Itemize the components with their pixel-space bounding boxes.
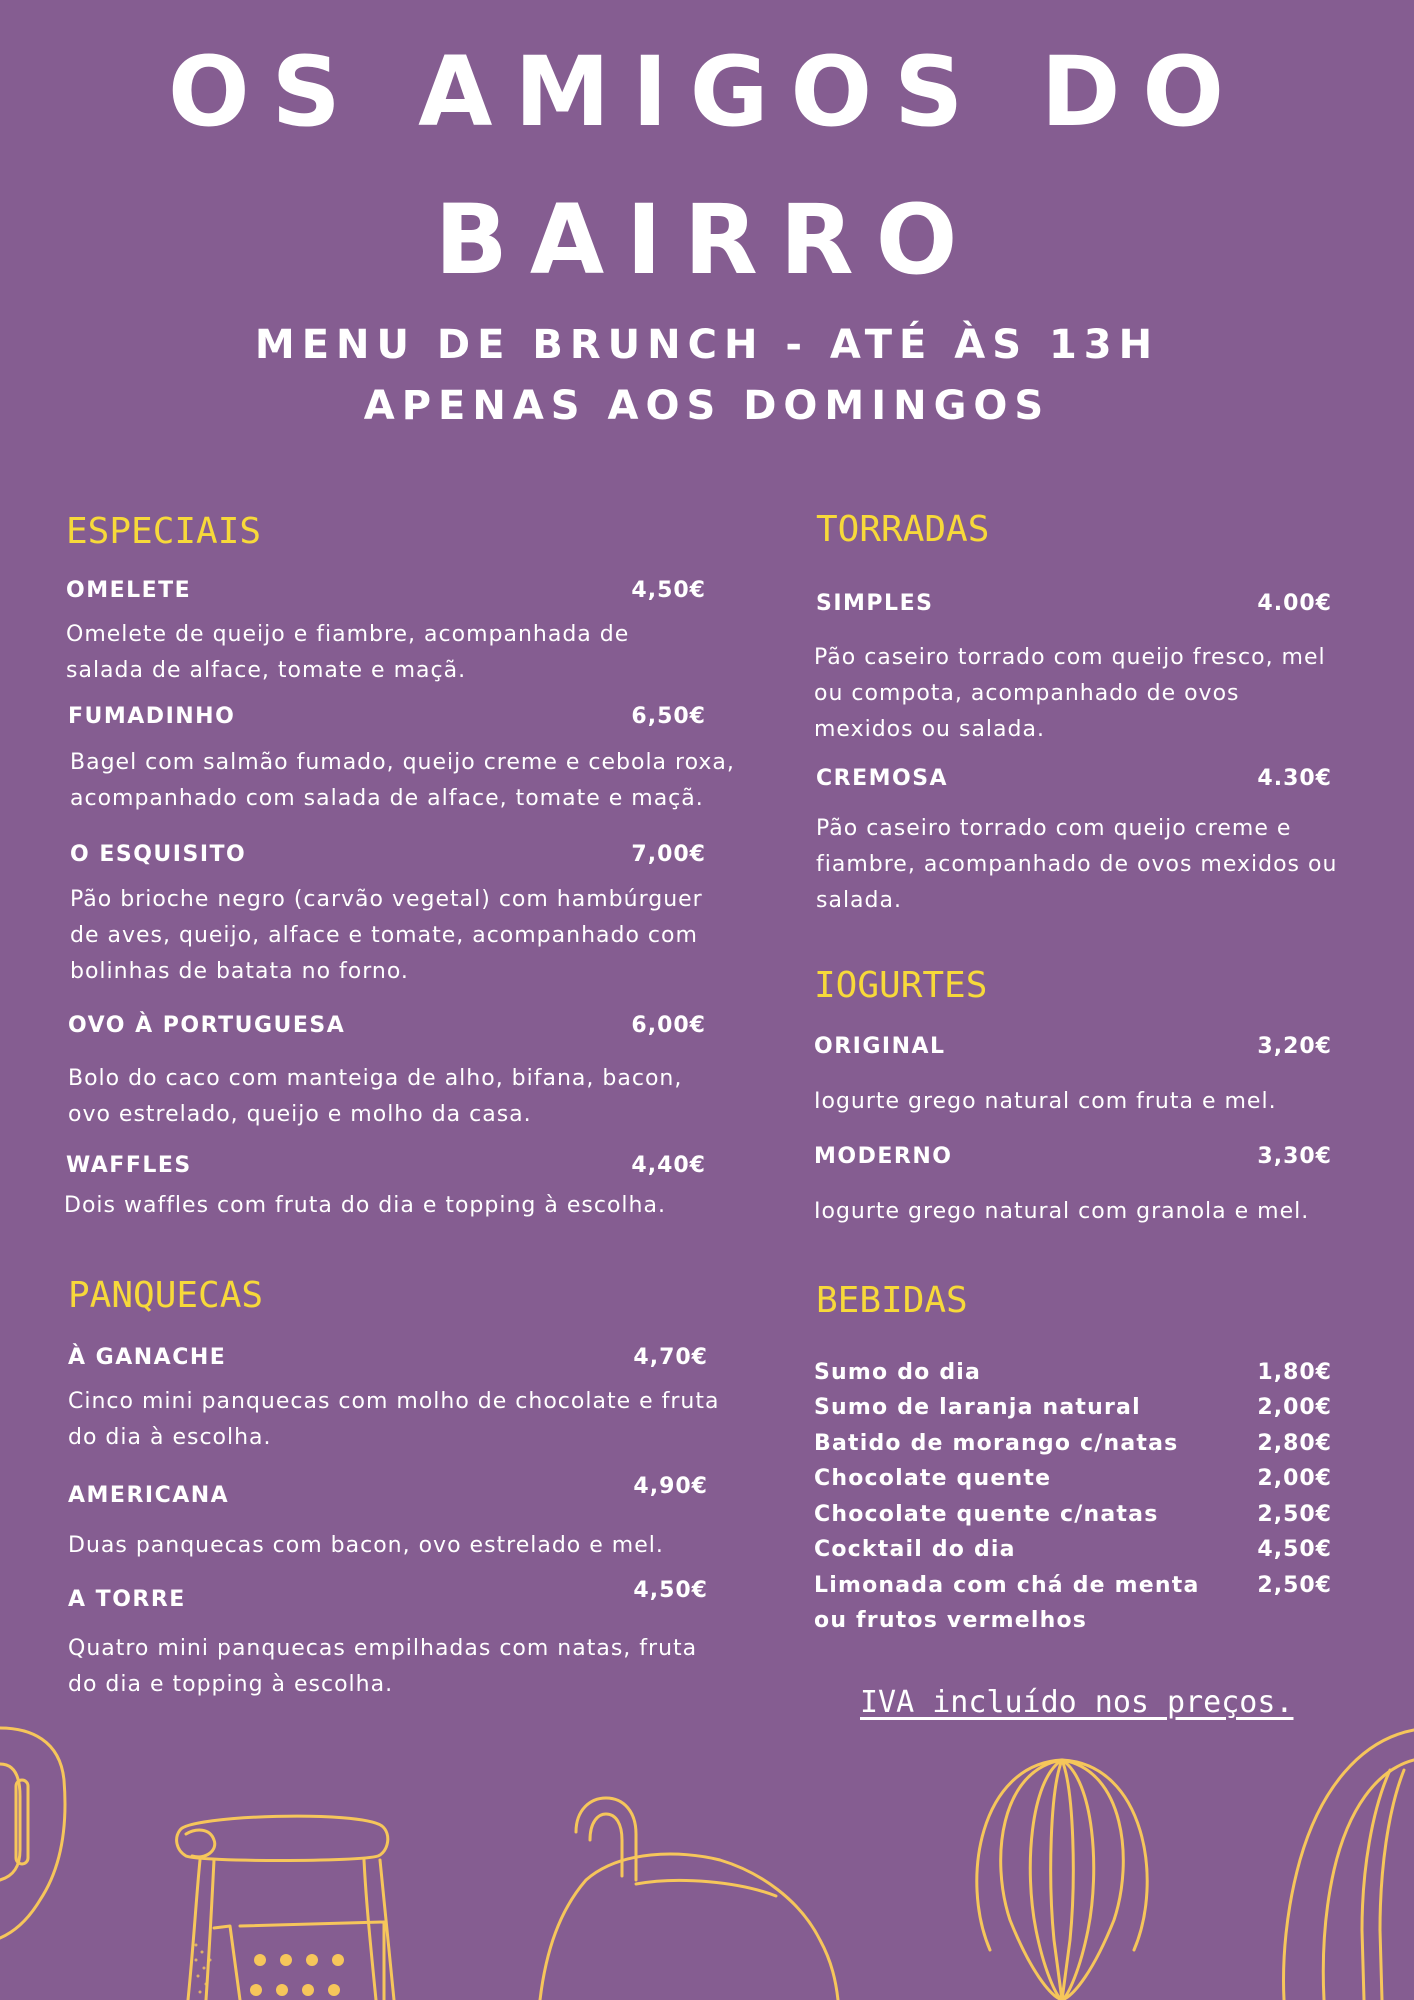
item-price-omelete: 4,50€: [631, 578, 706, 603]
item-name-americana: AMERICANA: [68, 1483, 230, 1508]
drink-name: Sumo de laranja natural: [814, 1395, 1141, 1420]
mixer-illustration: [1284, 1730, 1414, 2000]
item-price-waffles: 4,40€: [631, 1153, 706, 1178]
spatula-illustration: [0, 1728, 65, 1938]
drink-name: Cocktail do dia: [814, 1537, 1016, 1562]
drink-name-continued: ou frutos vermelhos: [814, 1608, 1088, 1633]
item-name-moderno: MODERNO: [814, 1144, 953, 1169]
item-name-waffles: WAFFLES: [66, 1153, 192, 1178]
item-price-o-esquisito: 7,00€: [631, 842, 706, 867]
drink-price: 2,00€: [1257, 1395, 1332, 1420]
item-name-fumadinho: FUMADINHO: [68, 704, 236, 729]
item-desc-omelete: Omelete de queijo e fiambre, acompanhada de salada de alface, tomate e maçã.: [66, 622, 630, 683]
item-price-ovo-a-portuguesa: 6,00€: [631, 1013, 706, 1038]
item-desc-americana: Duas panquecas com bacon, ovo estrelado e mel.: [68, 1533, 664, 1558]
item-desc-cremosa: Pão caseiro torrado com queijo creme e fiambre, acompanhado de ovos mexidos ou salada.: [816, 816, 1338, 913]
kitchen-illustrations: [0, 1700, 1414, 2000]
drink-name: Sumo do dia: [814, 1360, 982, 1385]
section-title-torradas: TORRADAS: [816, 509, 990, 550]
item-name-o-esquisito: O ESQUISITO: [70, 842, 247, 867]
title-line-1: OS AMIGOS DO: [168, 36, 1246, 148]
subtitle-line-2: APENAS AOS DOMINGOS: [363, 383, 1051, 429]
section-title-especiais: ESPECIAIS: [66, 511, 262, 552]
item-name-ovo-a-portuguesa: OVO À PORTUGUESA: [68, 1013, 346, 1038]
item-price-moderno: 3,30€: [1257, 1144, 1332, 1169]
item-desc-original: Iogurte grego natural com fruta e mel.: [814, 1089, 1277, 1114]
whisk-illustration: [977, 1760, 1147, 2000]
section-title-iogurtes: IOGURTES: [814, 965, 988, 1006]
item-desc-o-esquisito: Pão brioche negro (carvão vegetal) com hambúrguer de aves, queijo, alface e tomate, acompanhado com bolinhas de batata no forno.: [70, 887, 703, 984]
drink-name: Limonada com chá de menta: [814, 1573, 1200, 1598]
drink-price: 2,50€: [1257, 1502, 1332, 1527]
item-price-simples: 4.00€: [1257, 591, 1332, 616]
drink-price: 2,00€: [1257, 1466, 1332, 1491]
drink-name: Batido de morango c/natas: [814, 1431, 1179, 1456]
item-name-simples: SIMPLES: [816, 591, 934, 616]
section-title-bebidas: BEBIDAS: [816, 1280, 968, 1321]
item-desc-moderno: Iogurte grego natural com granola e mel.: [814, 1199, 1310, 1224]
item-name-omelete: OMELETE: [66, 578, 192, 603]
vat-note: IVA incluído nos preços.: [860, 1685, 1294, 1720]
drink-price: 2,50€: [1257, 1573, 1332, 1598]
drink-name: Chocolate quente c/natas: [814, 1502, 1159, 1527]
drink-price: 2,80€: [1257, 1431, 1332, 1456]
item-price-americana: 4,90€: [633, 1474, 708, 1499]
item-price-original: 3,20€: [1257, 1034, 1332, 1059]
item-name-cremosa: CREMOSA: [816, 766, 949, 791]
item-price-cremosa: 4.30€: [1257, 766, 1332, 791]
item-desc-a-ganache: Cinco mini panquecas com molho de chocolate e fruta do dia à escolha.: [68, 1389, 720, 1450]
item-desc-waffles: Dois waffles com fruta do dia e topping à escolha.: [64, 1193, 666, 1218]
item-desc-ovo-a-portuguesa: Bolo do caco com manteiga de alho, bifana, bacon, ovo estrelado, queijo e molho da casa.: [68, 1066, 683, 1127]
item-price-a-torre: 4,50€: [633, 1578, 708, 1603]
item-name-a-torre: A TORRE: [68, 1587, 186, 1612]
grater-illustration: [177, 1816, 394, 2000]
section-title-panquecas: PANQUECAS: [68, 1275, 264, 1316]
item-price-fumadinho: 6,50€: [631, 704, 706, 729]
item-desc-a-torre: Quatro mini panquecas empilhadas com natas, fruta do dia e topping à escolha.: [68, 1636, 698, 1697]
item-desc-simples: Pão caseiro torrado com queijo fresco, mel ou compota, acompanhado de ovos mexidos ou salada.: [814, 645, 1326, 742]
item-name-original: ORIGINAL: [814, 1034, 946, 1059]
item-name-a-ganache: À GANACHE: [68, 1345, 227, 1370]
subtitle-line-1: MENU DE BRUNCH - ATÉ ÀS 13H: [254, 322, 1160, 368]
item-price-a-ganache: 4,70€: [633, 1345, 708, 1370]
drink-name: Chocolate quente: [814, 1466, 1052, 1491]
drink-price: 1,80€: [1257, 1360, 1332, 1385]
item-desc-fumadinho: Bagel com salmão fumado, queijo creme e cebola roxa, acompanhado com salada de alface, tomate e maçã.: [70, 750, 735, 811]
cup-illustration: [540, 1798, 838, 2000]
title-line-2: BAIRRO: [434, 184, 980, 296]
drink-price: 4,50€: [1257, 1537, 1332, 1562]
